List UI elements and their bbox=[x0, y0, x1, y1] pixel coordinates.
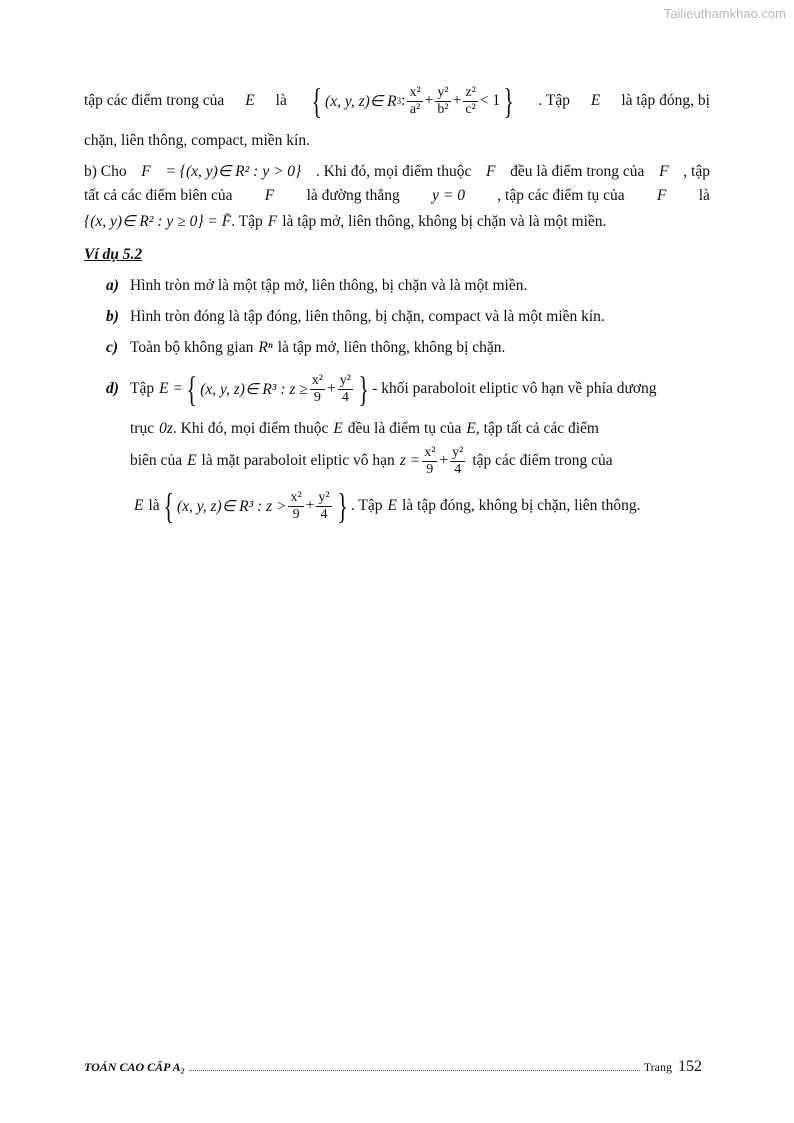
math-F: F bbox=[264, 187, 275, 204]
math-E: E bbox=[187, 452, 197, 469]
text: , tập tất cả các điểm bbox=[475, 420, 599, 437]
math-F: F bbox=[141, 162, 151, 180]
text: là đường thẳng bbox=[306, 187, 400, 204]
item-label: d) bbox=[106, 380, 119, 397]
text: Tập bbox=[130, 380, 155, 397]
math-E: E bbox=[466, 420, 476, 437]
footer-title: TOÁN CAO CẤP A₂ bbox=[84, 1060, 185, 1074]
item-a: Hình tròn mở là một tập mở, liên thông, bị chặn và là một miền. bbox=[130, 277, 528, 294]
fraction: $\frac{\text{y²}}{4}$ bbox=[452, 445, 464, 477]
set-formula: = {(x, y)∈ R² : y > 0} bbox=[165, 163, 302, 180]
item-label: c) bbox=[106, 339, 119, 356]
math-F: F bbox=[656, 187, 667, 204]
text: . Khi đó, mọi điểm thuộc bbox=[172, 420, 329, 437]
math-E: E bbox=[387, 497, 397, 514]
text: < 1 bbox=[479, 92, 501, 109]
text: là tập mở, liên thông, không bị chặn và là một miền. bbox=[282, 212, 607, 230]
item-c bbox=[130, 339, 710, 357]
set-formula: {(x, y)∈ R² : y ≥ 0} = F̄ bbox=[84, 213, 232, 230]
item-d-line4: E là { (x, y, z)∈ R³ : z > $\frac{\text{x²}}{9}$ + $\frac{\text{y²}}{4}$ } . Tập E là tập đóng, không bị chặn, liên thông. bbox=[134, 486, 641, 526]
math-oz: 0z bbox=[159, 420, 173, 437]
math-F: F bbox=[267, 212, 278, 230]
item-d-line3: biên của E là mặt paraboloit eliptic vô hạn z = $\frac{\text{x²}}{9}$ + $\frac{\text{y²}}{4}$ tập các điểm trong của bbox=[130, 445, 613, 477]
text: đều là điểm tụ của bbox=[347, 420, 462, 437]
item-b: Hình tròn đóng là tập đóng, liên thông, bị chặn, compact và là một miền kín. bbox=[130, 308, 605, 325]
text: - khối paraboloit eliptic vô hạn về phía dương bbox=[372, 380, 657, 397]
text: là tập đóng, không bị chặn, liên thông. bbox=[401, 497, 641, 514]
fraction: $\frac{\text{x²}}{\text{a²}}$ bbox=[409, 85, 421, 117]
text: . Tập bbox=[538, 92, 570, 109]
text: . Tập bbox=[350, 497, 383, 514]
math-F: F bbox=[659, 162, 669, 180]
text: . Khi đó, mọi điểm thuộc bbox=[315, 162, 472, 180]
fraction: $\frac{\text{y²}}{4}$ bbox=[318, 490, 330, 522]
text: : bbox=[401, 92, 406, 109]
para2-line2 bbox=[84, 187, 710, 205]
set-formula: (x, y, z)∈ R³ : z > bbox=[176, 497, 287, 515]
equation: y = 0 bbox=[432, 187, 465, 204]
set-formula: (x, y, z)∈ R³ : z ≥ bbox=[200, 380, 308, 398]
item-d-line1: Tập E = { (x, y, z)∈ R³ : z ≥ $\frac{\text{x²}}{9}$ + $\frac{\text{y²}}{4}$ } - khối paraboloit eliptic vô hạn về phía dương bbox=[130, 369, 657, 409]
para1-line1 bbox=[84, 78, 710, 124]
equation: z = bbox=[399, 452, 421, 469]
para2-line1 bbox=[84, 162, 710, 181]
text: , tập bbox=[683, 162, 710, 180]
page-number: 152 bbox=[678, 1058, 702, 1075]
text: 3 bbox=[396, 96, 402, 106]
watermark: Tailieuthamkhao.com bbox=[663, 6, 786, 21]
text: Toàn bộ không gian bbox=[130, 339, 254, 356]
text: biên của bbox=[130, 452, 183, 469]
example-heading: Ví dụ 5.2 bbox=[84, 246, 143, 263]
text: , tập các điểm tụ của bbox=[497, 187, 625, 204]
footer-dots bbox=[189, 1061, 640, 1071]
math-E: E = bbox=[159, 380, 183, 397]
text: là bbox=[148, 497, 160, 514]
math-E: E bbox=[590, 92, 601, 109]
text: . Tập bbox=[231, 212, 263, 230]
footer-page-label: Trang bbox=[643, 1060, 672, 1074]
text: (x, y, z)∈ R bbox=[325, 92, 397, 110]
text: tập các điểm trong của bbox=[472, 452, 613, 469]
set-formula: { (x, y, z)∈ R 3 : $\frac{\text{x²}}{\text{a²}}$ + $\frac{\text{y²}}{\text{b²}}$ + $\frac{\text{z²}}{\text{c²}}$ < 1 } bbox=[311, 81, 514, 121]
text: trục bbox=[130, 420, 155, 437]
fraction: $\frac{\text{x²}}{9}$ bbox=[311, 373, 323, 405]
text: b) Cho bbox=[84, 162, 127, 180]
page-footer bbox=[84, 1058, 702, 1076]
fraction: $\frac{\text{y²}}{\text{b²}}$ bbox=[437, 85, 449, 117]
fraction: $\frac{\text{y²}}{4}$ bbox=[339, 373, 351, 405]
text: là mặt paraboloit eliptic vô hạn bbox=[201, 452, 395, 469]
math-E: E bbox=[245, 92, 255, 109]
text: là bbox=[275, 92, 287, 109]
item-label: a) bbox=[106, 277, 119, 294]
text: là tập mở, liên thông, không bị chặn. bbox=[277, 339, 506, 356]
item-d-line2 bbox=[130, 420, 710, 438]
text: là bbox=[698, 187, 710, 204]
math-F: F bbox=[486, 162, 496, 180]
fraction: $\frac{\text{x²}}{9}$ bbox=[290, 490, 302, 522]
text: tất cả các điểm biên của bbox=[84, 187, 233, 204]
para1-line2: chặn, liên thông, compact, miền kín. bbox=[84, 132, 310, 149]
fraction: $\frac{\text{x²}}{9}$ bbox=[424, 445, 436, 477]
math-E: E bbox=[333, 420, 343, 437]
math-Rn: Rⁿ bbox=[258, 339, 273, 356]
item-label: b) bbox=[106, 308, 119, 325]
text: tập các điểm trong của bbox=[84, 92, 225, 109]
text: là tập đóng, bị bbox=[621, 92, 710, 109]
para2-line3 bbox=[84, 212, 710, 231]
math-E: E bbox=[134, 497, 144, 514]
text: đều là điểm trong của bbox=[510, 162, 645, 180]
fraction: $\frac{\text{z²}}{\text{c²}}$ bbox=[465, 85, 476, 117]
